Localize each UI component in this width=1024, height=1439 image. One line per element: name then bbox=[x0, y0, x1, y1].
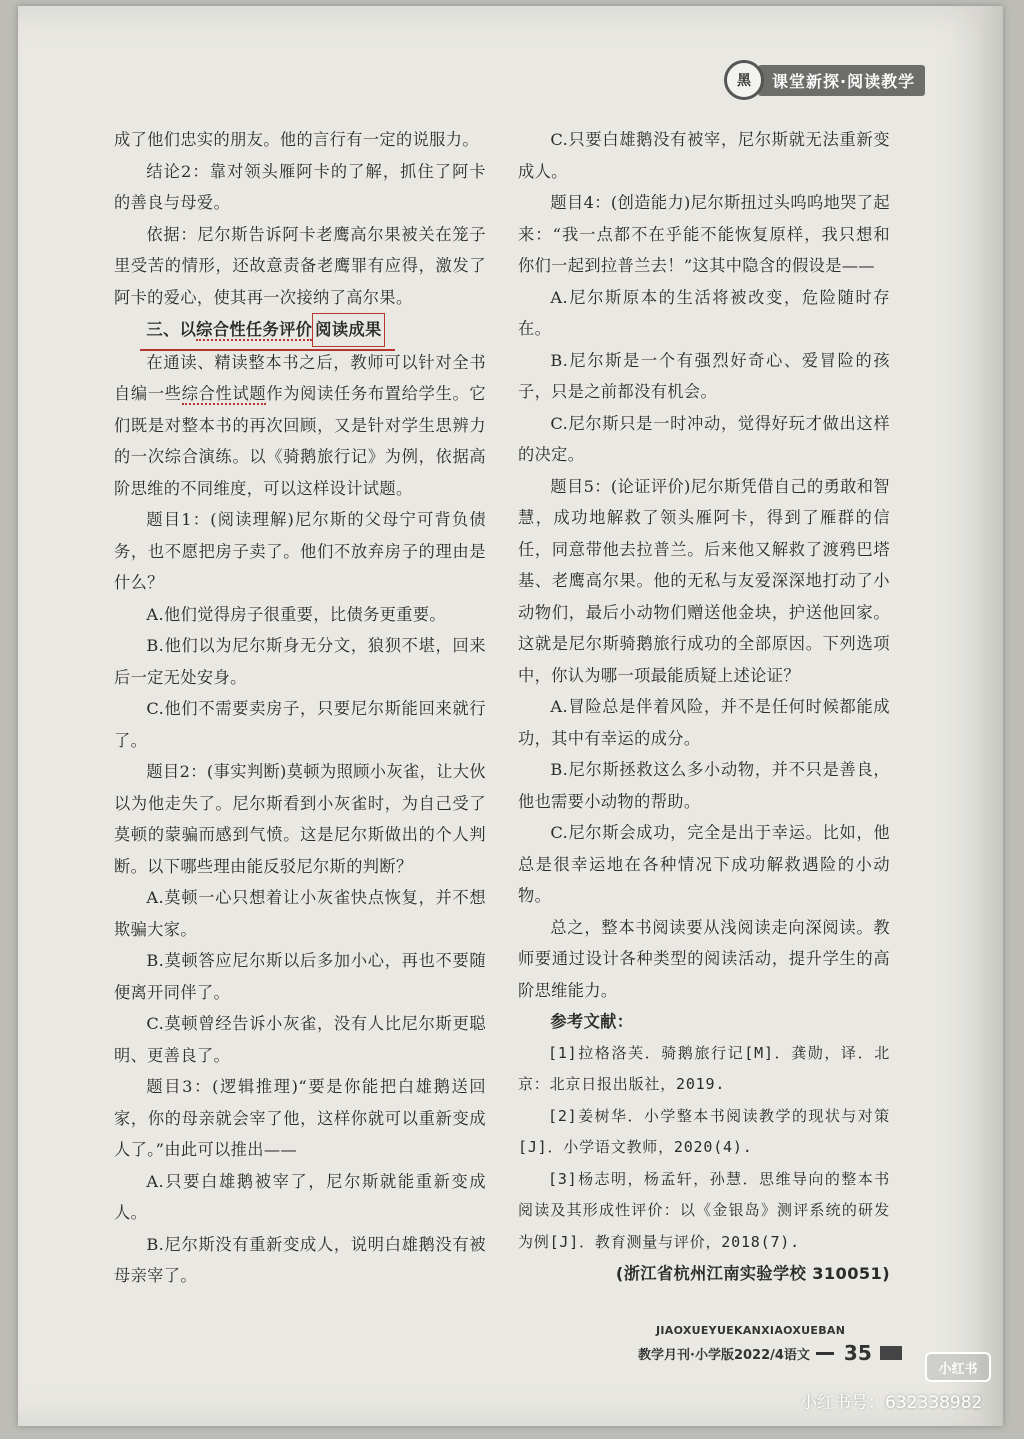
watermark-logo: 小红书 bbox=[925, 1352, 991, 1382]
page-footer bbox=[638, 1324, 918, 1365]
footer-pinyin: JIAOXUEYUEKANXIAOXUEBAN bbox=[656, 1324, 846, 1337]
option: B.尼尔斯是一个有强烈好奇心、爱冒险的孩子，只是之前都没有机会。 bbox=[518, 350, 890, 401]
option: A.只要白雄鹅被宰了，尼尔斯就能重新变成人。 bbox=[114, 1171, 486, 1222]
author-affiliation: (浙江省杭州江南实验学校 310051) bbox=[615, 1264, 890, 1283]
summary-paragraph: 总之，整本书阅读要从浅阅读走向深阅读。教师要通过设计各种类型的阅读活动，提升学生的高阶思维能力。 bbox=[518, 917, 890, 1000]
question: 题目1：(阅读理解)尼尔斯的父母宁可背负债务，也不愿把房子卖了。他们不放弃房子的理由是什么？ bbox=[114, 510, 486, 592]
option: C.只要白雄鹅没有被宰，尼尔斯就无法重新变成人。 bbox=[518, 130, 890, 181]
heading-red-underline bbox=[140, 349, 394, 351]
header-title: 课堂新探·阅读教学 bbox=[758, 65, 925, 96]
header-ring-icon: 黑 bbox=[724, 60, 764, 100]
paragraph: 成了他们忠实的朋友。他的言行有一定的说服力。 bbox=[114, 130, 479, 149]
paragraph: 依据：尼尔斯告诉阿卡老鹰高尔果被关在笼子里受苦的情形，还故意责备老鹰罪有应得，激发了阿卡的爱心，使其再一次接纳了高尔果。 bbox=[114, 224, 486, 307]
left-column bbox=[114, 124, 486, 1292]
option: A.他们觉得房子很重要，比债务更重要。 bbox=[146, 604, 447, 624]
option: C.尼尔斯只是一时冲动，觉得好玩才做出这样的决定。 bbox=[518, 413, 890, 464]
dotted-emphasis: 综合性试题 bbox=[181, 384, 267, 403]
option: B.他们以为尼尔斯身无分文，狼狈不堪，回来后一定无处安身。 bbox=[114, 636, 486, 687]
heading-dotted-text: 综合性任务评价 bbox=[196, 320, 313, 339]
option: B.尼尔斯没有重新变成人，说明白雄鹅没有被母亲宰了。 bbox=[114, 1234, 486, 1285]
reference-item: [3]杨志明，杨孟轩，孙慧．思维导向的整本书阅读及其形成性评价：以《金银岛》测评系统的研发为例[J]．教育测量与评价，2018(7). bbox=[518, 1169, 890, 1251]
option: C.尼尔斯会成功，完全是出于幸运。比如，他总是很幸运地在各种情况下成功解救遇险的小动物。 bbox=[518, 823, 890, 905]
heading-prefix: 三、以 bbox=[146, 320, 197, 339]
option: B.尼尔斯拯救这么多小动物，并不只是善良，他也需要小动物的帮助。 bbox=[518, 760, 890, 811]
question: 题目2：(事实判断)莫顿为照顾小灰雀，让大伙以为他走失了。尼尔斯看到小灰雀时，为自己受了莫顿的蒙骗而感到气愤。这是尼尔斯做出的个人判断。以下哪些理由能反驳尼尔斯的判断？ bbox=[114, 762, 486, 876]
journal-name: 教学月刊·小学版2022/4语文 bbox=[638, 1347, 810, 1363]
watermark-id: 小红书号：632338982 bbox=[800, 1393, 983, 1413]
option: C.莫顿曾经告诉小灰雀，没有人比尼尔斯更聪明、更善良了。 bbox=[114, 1014, 486, 1065]
option: C.他们不需要卖房子，只要尼尔斯能回来就行了。 bbox=[114, 699, 486, 750]
references-title: 参考文献： bbox=[550, 1012, 634, 1031]
question: 题目4：(创造能力)尼尔斯扭过头呜呜地哭了起来：“我一点都不在乎能不能恢复原样，我只想和你们一起到拉普兰去！”这其中隐含的假设是—— bbox=[518, 193, 890, 275]
page-edge-shadow bbox=[979, 6, 1003, 1426]
page-number: 35 bbox=[843, 1341, 872, 1365]
option: B.莫顿答应尼尔斯以后多加小心，再也不要随便离开同伴了。 bbox=[114, 951, 486, 1002]
paragraph: 结论2：靠对领头雁阿卡的了解，抓住了阿卡的善良与母爱。 bbox=[114, 161, 486, 212]
footer-dash bbox=[816, 1352, 834, 1355]
option: A.莫顿一心只想着让小灰雀快点恢复，并不想欺骗大家。 bbox=[114, 888, 486, 939]
option: A.冒险总是伴着风险，并不是任何时候都能成功，其中有幸运的成分。 bbox=[518, 697, 890, 748]
question: 题目5：(论证评价)尼尔斯凭借自己的勇敢和智慧，成功地解救了领头雁阿卡，得到了雁群的信任，同意带他去拉普兰。后来他又解救了渡鸦巴塔基、老鹰高尔果。他的无私与友爱深深地打动了小动物们，最后小动物们赠送他金块，护送他回家。这就是尼尔斯骑鹅旅行成功的全部原因。下列选项中，你认为哪一项最能质疑上述论证？ bbox=[518, 476, 890, 685]
reference-item: [2]姜树华．小学整本书阅读教学的现状与对策[J]．小学语文教师，2020(4). bbox=[518, 1106, 890, 1156]
section-heading bbox=[146, 313, 384, 347]
right-column bbox=[518, 124, 890, 1290]
reference-item: [1]拉格洛芙．骑鹅旅行记[M]．龚勋，译．北京：北京日报出版社，2019. bbox=[518, 1043, 890, 1093]
section-header bbox=[724, 60, 925, 100]
question: 题目3：(逻辑推理)“要是你能把白雄鹅送回家，你的母亲就会宰了他，这样你就可以重新变成人了。”由此可以推出—— bbox=[114, 1077, 486, 1159]
page-tab-mark bbox=[880, 1346, 902, 1360]
heading-boxed-text: 阅读成果 bbox=[312, 313, 384, 347]
option: A.尼尔斯原本的生活将被改变，危险随时存在。 bbox=[518, 287, 890, 338]
paragraph: 在通读、精读整本书之后，教师可以针对全书自编一些综合性试题作为阅读任务布置给学生。它们既是对整本书的再次回顾，又是针对学生思辨力的一次综合演练。以《骑鹅旅行记》为例，依据高阶思维的不同维度，可以这样设计试题。 bbox=[114, 352, 487, 498]
book-page bbox=[18, 6, 1003, 1426]
